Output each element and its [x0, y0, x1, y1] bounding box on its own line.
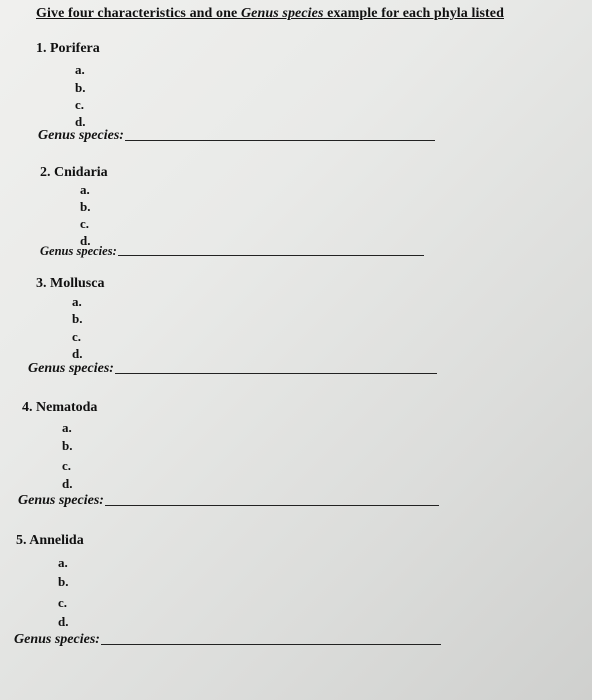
- item-d: d.: [80, 233, 91, 248]
- section-heading-porifera: 1. Porifera: [36, 41, 100, 56]
- item-a: a.: [75, 62, 85, 77]
- item-a: a.: [58, 555, 68, 570]
- item-a: a.: [80, 182, 90, 197]
- item-b: b.: [72, 311, 83, 326]
- answer-line: [105, 505, 439, 506]
- item-b: b.: [80, 199, 91, 214]
- genus-species-label: Genus species:: [28, 361, 114, 376]
- answer-line: [115, 373, 437, 374]
- title-part1: Give four characteristics and one: [36, 6, 241, 21]
- item-c: c.: [75, 97, 85, 112]
- genus-species-annelida: [14, 632, 441, 648]
- item-a: a.: [72, 294, 82, 309]
- genus-species-label: Genus species:: [14, 632, 100, 647]
- genus-species-label: Genus species:: [38, 128, 124, 143]
- item-d: d.: [75, 114, 86, 129]
- genus-species-label: Genus species:: [40, 244, 117, 258]
- item-b: b.: [75, 80, 86, 95]
- section-heading-annelida: 5. Annelida: [16, 533, 84, 548]
- genus-species-cnidaria: [40, 244, 424, 259]
- section-heading-nematoda: 4. Nematoda: [22, 400, 98, 415]
- item-d: d.: [62, 476, 73, 491]
- section-heading-mollusca: 3. Mollusca: [36, 276, 105, 291]
- item-c: c.: [62, 458, 72, 473]
- item-c: c.: [58, 595, 68, 610]
- answer-line: [125, 140, 435, 141]
- item-b: b.: [62, 438, 73, 453]
- item-b: b.: [58, 574, 69, 589]
- item-a: a.: [62, 420, 72, 435]
- item-d: d.: [72, 346, 83, 361]
- genus-species-label: Genus species:: [18, 493, 104, 508]
- answer-line: [101, 644, 441, 645]
- worksheet-title: [36, 6, 504, 22]
- genus-species-porifera: [38, 128, 435, 144]
- item-d: d.: [58, 614, 69, 629]
- genus-species-mollusca: [28, 361, 437, 377]
- answer-line: [118, 255, 424, 256]
- genus-species-nematoda: [18, 493, 439, 509]
- item-c: c.: [80, 216, 90, 231]
- section-heading-cnidaria: 2. Cnidaria: [40, 165, 108, 180]
- title-part2: example for each phyla listed: [323, 6, 504, 21]
- item-c: c.: [72, 329, 82, 344]
- title-italic: Genus species: [240, 6, 324, 21]
